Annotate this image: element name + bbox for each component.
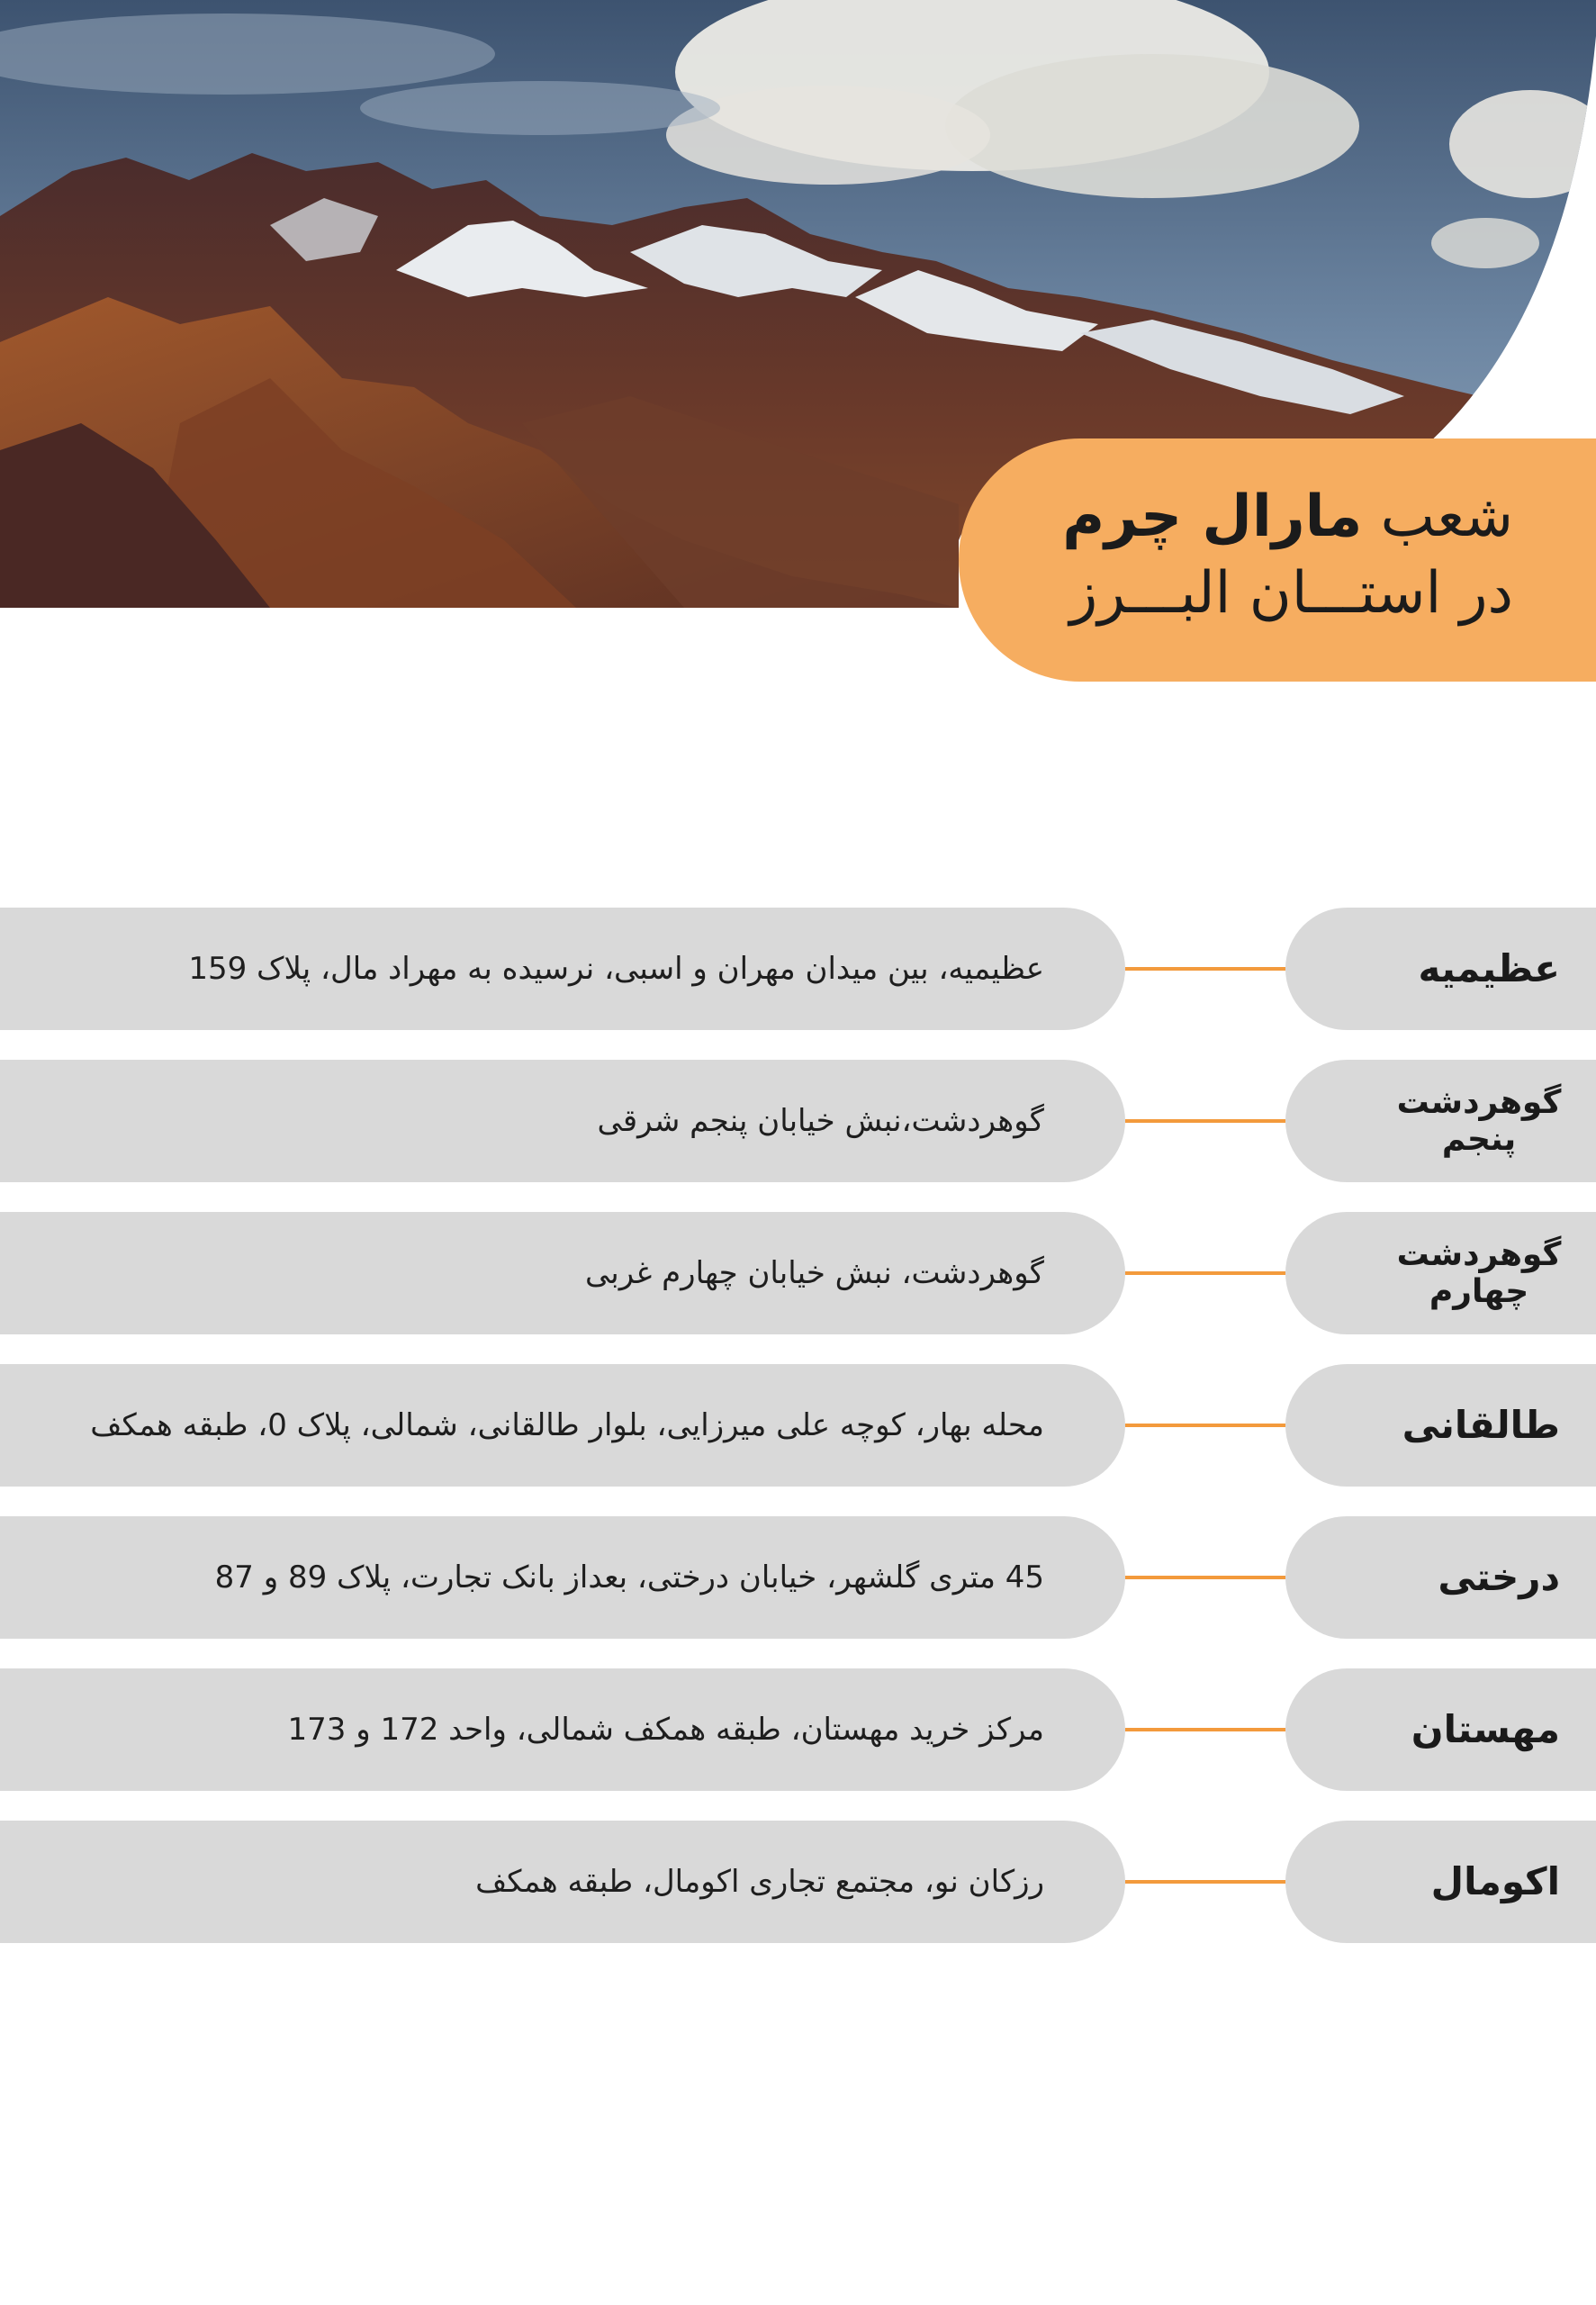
address-pill — [0, 1060, 1125, 1182]
brand-name: مارال چرم — [1062, 484, 1363, 550]
name-pill — [1285, 1060, 1596, 1182]
branch-address: محله بهار، کوچه علی میرزایی، بلوار طالقانی، شمالی، پلاک 0، طبقه همکف — [90, 1407, 1044, 1443]
title-banner — [959, 438, 1596, 682]
branch-name-line1: گوهردشت — [1396, 1235, 1562, 1273]
branch-name-line2: پنجم — [1441, 1121, 1517, 1158]
address-pill — [0, 1821, 1125, 1943]
name-pill — [1285, 908, 1596, 1030]
branch-address: گوهردشت، نبش خیابان چهارم غربی — [584, 1255, 1044, 1291]
connector-line — [1125, 1424, 1285, 1427]
page-subtitle: در استـــان البـــرز — [1069, 560, 1513, 627]
branch-name: طالقانی — [1402, 1402, 1560, 1447]
connector-line — [1125, 967, 1285, 971]
branch-row — [0, 908, 1596, 1030]
branch-address: رزکان نو، مجتمع تجاری اکومال، طبقه همکف — [475, 1864, 1044, 1900]
connector-line — [1125, 1119, 1285, 1123]
branch-name-line2: چهارم — [1429, 1273, 1529, 1310]
branch-row — [0, 1821, 1596, 1943]
connector-line — [1125, 1880, 1285, 1884]
branch-name: اکومال — [1430, 1858, 1560, 1903]
branch-name: درختی — [1438, 1554, 1560, 1599]
name-pill — [1285, 1212, 1596, 1334]
address-pill — [0, 1516, 1125, 1639]
name-pill — [1285, 1821, 1596, 1943]
connector-line — [1125, 1576, 1285, 1579]
branch-name: مهستان — [1411, 1706, 1560, 1751]
page-title — [1062, 484, 1513, 550]
branch-address: عظیمیه، بین میدان مهران و اسبی، نرسیده به مهراد مال، پلاک 159 — [188, 951, 1044, 987]
branch-address: گوهردشت،نبش خیابان پنجم شرقی — [597, 1103, 1044, 1139]
connector-line — [1125, 1728, 1285, 1731]
title-prefix: شعب — [1380, 484, 1513, 550]
branch-name: عظیمیه — [1418, 945, 1560, 990]
branch-name-line1: گوهردشت — [1396, 1083, 1562, 1121]
address-pill — [0, 1212, 1125, 1334]
branch-row — [0, 1516, 1596, 1639]
name-pill — [1285, 1668, 1596, 1791]
branch-address: مرکز خرید مهستان، طبقه همکف شمالی، واحد 172 و 173 — [287, 1712, 1044, 1748]
hero-mountain-image — [0, 0, 1596, 684]
address-pill — [0, 1364, 1125, 1487]
connector-line — [1125, 1271, 1285, 1275]
branch-row — [0, 1364, 1596, 1487]
address-pill — [0, 908, 1125, 1030]
name-pill — [1285, 1364, 1596, 1487]
branch-row — [0, 1212, 1596, 1334]
name-pill — [1285, 1516, 1596, 1639]
branch-name — [1398, 1212, 1560, 1334]
address-pill — [0, 1668, 1125, 1791]
branch-row — [0, 1668, 1596, 1791]
branch-address: 45 متری گلشهر، خیابان درختی، بعداز بانک تجارت، پلاک 89 و 87 — [214, 1559, 1044, 1595]
branch-name — [1398, 1060, 1560, 1182]
branch-row — [0, 1060, 1596, 1182]
